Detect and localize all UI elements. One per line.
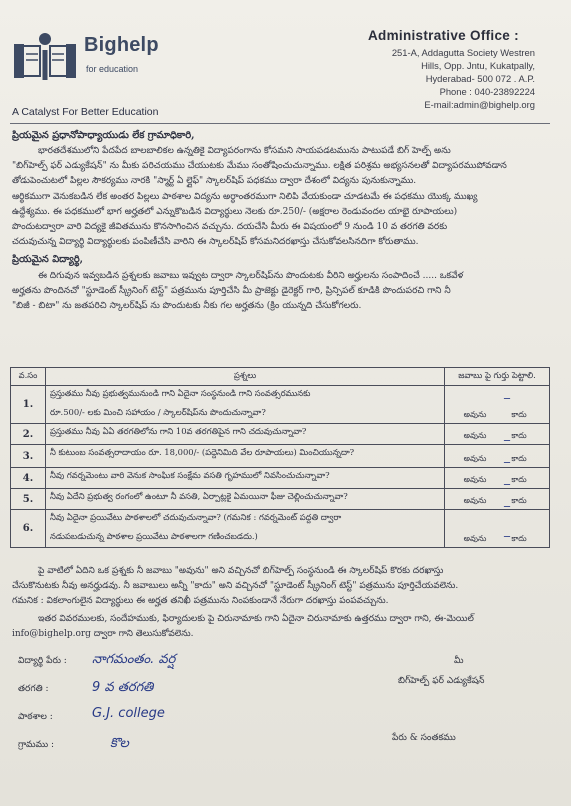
note-line: గమనిక : వికలాంగులైన విద్యార్థులు ఈ అర్హత తనిఖీ పత్రమును నింపకుండానే నేరుగా దరఖాస్తు పంపవచ్చును.	[12, 596, 389, 607]
answer-no[interactable]: కాదు	[511, 410, 527, 419]
signoff-mark: మీ	[454, 656, 464, 666]
answer-no[interactable]: కాదు	[511, 431, 527, 440]
village-value: కొల	[110, 736, 129, 751]
table-row	[11, 468, 550, 489]
answer-options[interactable]	[445, 386, 550, 424]
brand-name: Bighelp	[84, 34, 159, 56]
tick-mark-icon: ─	[504, 394, 511, 405]
label-class: తరగతి :	[18, 684, 49, 694]
row-number: 3.	[11, 445, 46, 468]
label-village: గ్రామము :	[18, 740, 55, 750]
header-divider	[10, 123, 550, 124]
answer-yes[interactable]: అవును	[463, 454, 487, 463]
col-header-questions: ప్రశ్నలు	[46, 368, 445, 386]
row-number: 4.	[11, 468, 46, 489]
answer-yes[interactable]: అవును	[463, 475, 487, 484]
answer-options[interactable]	[445, 510, 550, 548]
question-text: ప్రస్తుతము నీవు ప్రభుత్వమునుండి గాని ఏదైనా సంస్థనుండి గాని సంవత్సరమునకు రూ.500/- లకు మించి సహాయం / స్కాలర్‌షిప్‌ను పొందుచున్నావా?	[46, 386, 445, 424]
eligibility-note	[12, 564, 557, 610]
para-line: భారతదేశములోని పేదపేద బాలబాలికల ఉన్నతికై విద్యాపరంగాను కోసమని సాయపడటమును పాటుపడే బిగ్ హెల్ప్ అను	[38, 146, 451, 156]
question-text: నీవు ఏదేని ప్రభుత్వ రంగంలో ఉంటూ నీ వసతి, ఏర్పాట్లకై ఏమయినా ఫీజు చెల్లించుచున్నావా?	[46, 489, 445, 510]
answer-yes[interactable]: అవును	[463, 496, 487, 505]
signoff-org: బిగ్‌హెల్ప్ ఫర్ ఎడ్యుకేషన్	[398, 676, 485, 686]
salutation-headmaster: ప్రియమైన ప్రధానోపాధ్యాయుడు లేక గ్రామాధికారి,	[12, 130, 195, 141]
answer-options[interactable]	[445, 468, 550, 489]
answer-options[interactable]	[445, 424, 550, 445]
para-line: అర్హతను పొందినచో "స్టూడెంట్ స్క్రీనింగ్ టెస్ట్" పత్రమును పూర్తిచేసి మీ ప్రాజెక్టు డైరెక్టర్ గారి, ప్రిన్సిపల్ కూడికి పొందుపరచి గాని నీ	[12, 286, 451, 297]
col-header-answer: జవాబు పై గుర్తు పెట్టాలి.	[445, 368, 550, 386]
question-text: నీవు గవర్నమెంటు వారి వెనుక సాంఘిక సంక్షేమ వసతి గృహములో నివసించుచున్నావా?	[46, 468, 445, 489]
row-number: 5.	[11, 489, 46, 510]
para-line: ఈ దిగువున ఇవ్వబడిన ప్రశ్నలకు జవాబు ఇవ్వుట ద్వారా స్కాలర్‌షిప్‌ను పొందుటకు వీరిని అర్హులను సంపాదించే ..... ఒకవేళ	[38, 271, 464, 281]
table-row	[11, 510, 550, 548]
answer-no[interactable]: కాదు	[511, 496, 527, 505]
answer-yes[interactable]: అవును	[463, 410, 487, 419]
contact-line: info@bighelp.org ద్వారా గాని తెలుసుకోవలెను.	[12, 629, 194, 640]
para-line: "బిజీ - బిటా" ను జతపరిచి స్కాలర్‌షిప్ ను పొందుటకు నీకు గల అర్హతను (క్రిం యున్నది చేసుకోగలరు.	[12, 301, 362, 312]
email-address: E-mail:admin@bighelp.org	[424, 99, 535, 110]
row-number: 2.	[11, 424, 46, 445]
para-line: ఆర్థికముగా వెనుకబడిన లేక అంతర పిల్లలు పాఠశాల విద్యను అర్ధాంతరముగా నిలిపి వేయకుండా చూడటమే ఈ పధకము యొక్క ముఖ్య	[12, 191, 478, 202]
question-text: ప్రస్తుతము నీవు ఏఏ తరగతిలోను గాని 10వ తరగతిపైన గాని చదువుచున్నావా?	[46, 424, 445, 445]
student-paragraph	[12, 269, 557, 315]
para-line: "బిగ్‌హెల్ప్ ఫర్ ఎడ్యుకేషన్" ను మీకు పరిచయము చేయుటకు మేము సంతోషించుచున్నాము. లక్షిత పరిశ్రమ అభ్యసనలతో విద్యాపరముపోవడాన	[12, 161, 507, 172]
note-line: చేసుకొనుటకు నీవు అనర్హుడవు. నీ జవాబులు అన్నీ "కాదు" అని వచ్చినచో "స్టూడెంట్ స్క్రీనింగ్ టెస్ట్" పత్రమును పూర్తిచేయవలెను.	[12, 581, 459, 592]
table-row	[11, 424, 550, 445]
address-line: Hills, Opp. Jntu, Kukatpally,	[421, 60, 535, 71]
answer-yes[interactable]: అవును	[463, 431, 487, 440]
tick-mark-icon: ─	[504, 436, 511, 447]
answer-options[interactable]	[445, 489, 550, 510]
label-school: పాఠశాల :	[18, 712, 53, 722]
answer-no[interactable]: కాదు	[511, 534, 527, 543]
tick-mark-icon: ─	[504, 458, 511, 469]
tick-mark-icon: ─	[504, 502, 511, 513]
student-name-value: నాగమంతం. వర్ష	[92, 652, 176, 667]
brand-subtitle: for education	[86, 64, 139, 74]
tick-mark-icon: ─	[504, 532, 511, 543]
school-value: G.J. college	[92, 706, 165, 721]
table-row	[11, 445, 550, 468]
table-row	[11, 489, 550, 510]
col-header-number: వ.సం	[11, 368, 46, 386]
answer-yes[interactable]: అవును	[463, 534, 487, 543]
address-line: 251-A, Addagutta Society Westren	[391, 47, 535, 58]
tick-mark-icon: ─	[504, 480, 511, 491]
note-line: పై వాటిలో ఏదిని ఒక ప్రశ్నకు నీ జవాబు "అవును" అని వచ్చినచో బిగ్‌హెల్ప్ సంస్థనుండి ఈ స్కాలర్‌షిప్ కొరకు దరఖాస్తు	[38, 566, 444, 576]
para-line: చదువుచున్న విద్యార్థి విద్యార్థులకు పంపిణీచేసి వారిని ఈ స్కాలర్‌షిప్ కోసమనిదరఖాస్తు చేసుకోవలసినదిగా కోరుతాము.	[12, 237, 419, 248]
contact-line: ఇతర వివరములకు, సందేహముకు, ఫిర్యాదులకు పై చిరునామాకు గాని ఏదైనా చిరునామాకు ఉత్తరము ద్వారా గాని, ఈ-మెయిల్	[38, 614, 474, 624]
para-line: తోడుపెంచుటలో పిల్లల సౌకర్యము నారకి "స్మార్ట్ ఏ ల్లైఫ్" స్కాలర్‌షిప్ పధకము ద్వారా దేశంలో విద్యను పునుకున్నాము.	[12, 176, 417, 187]
question-text: నీవు ఏదైనా ప్రయివేటు పాఠశాలలో చదువుచున్నావా? (గమనిక : గవర్నమెంట్ పద్దతి ద్వారా నడుపబడుచున్న పాఠశాల ప్రయివేటు పాఠశాలగా గణించబడదు.)	[46, 510, 445, 548]
eligibility-table	[10, 367, 550, 548]
signoff-name: పేరు & సంతకము	[392, 733, 456, 743]
salutation-student: ప్రియమైన విద్యార్థి,	[12, 254, 84, 265]
label-student-name: విద్యార్థి పేరు :	[18, 656, 67, 666]
answer-no[interactable]: కాదు	[511, 454, 527, 463]
address-line: Phone : 040-23892224	[439, 86, 535, 97]
question-text: నీ కుటుంబ సంవత్సరాదాయం రూ. 18,000/- (పద్దెనిమిది వేల రూపాయలు) మించియున్నదా?	[46, 445, 445, 468]
para-line: ఉద్దేశ్యము. ఈ పధకములో భాగ అర్హతలో ఎన్నుకొబడిన విద్యార్థులు నెలకు రూ.250/- (అక్షరాల రెండువందల యాభై రూపాయలు)	[12, 206, 458, 217]
para-line: పొందుటద్వారా వారి విద్యకై జీవితమును కొనసాగించిన వచ్చును. దయచేసి మీరు ఈ విషయంలో 9 నుండి 10 వ తరగతి వరకు	[12, 222, 448, 233]
catalyst-tagline: A Catalyst For Better Education	[12, 106, 159, 118]
contact-info	[12, 612, 557, 642]
address-line: Hyderabad- 500 072 . A.P.	[425, 73, 535, 84]
answer-no[interactable]: కాదు	[511, 475, 527, 484]
answer-options[interactable]	[445, 445, 550, 468]
table-row	[11, 386, 550, 424]
row-number: 1.	[11, 386, 46, 424]
class-value: 9 వ తరగతి	[92, 680, 154, 695]
office-title: Administrative Office :	[368, 28, 519, 43]
intro-paragraph	[12, 144, 557, 250]
bighelp-logo-icon	[14, 30, 76, 86]
table-header-row	[11, 368, 550, 386]
row-number: 6.	[11, 510, 46, 548]
